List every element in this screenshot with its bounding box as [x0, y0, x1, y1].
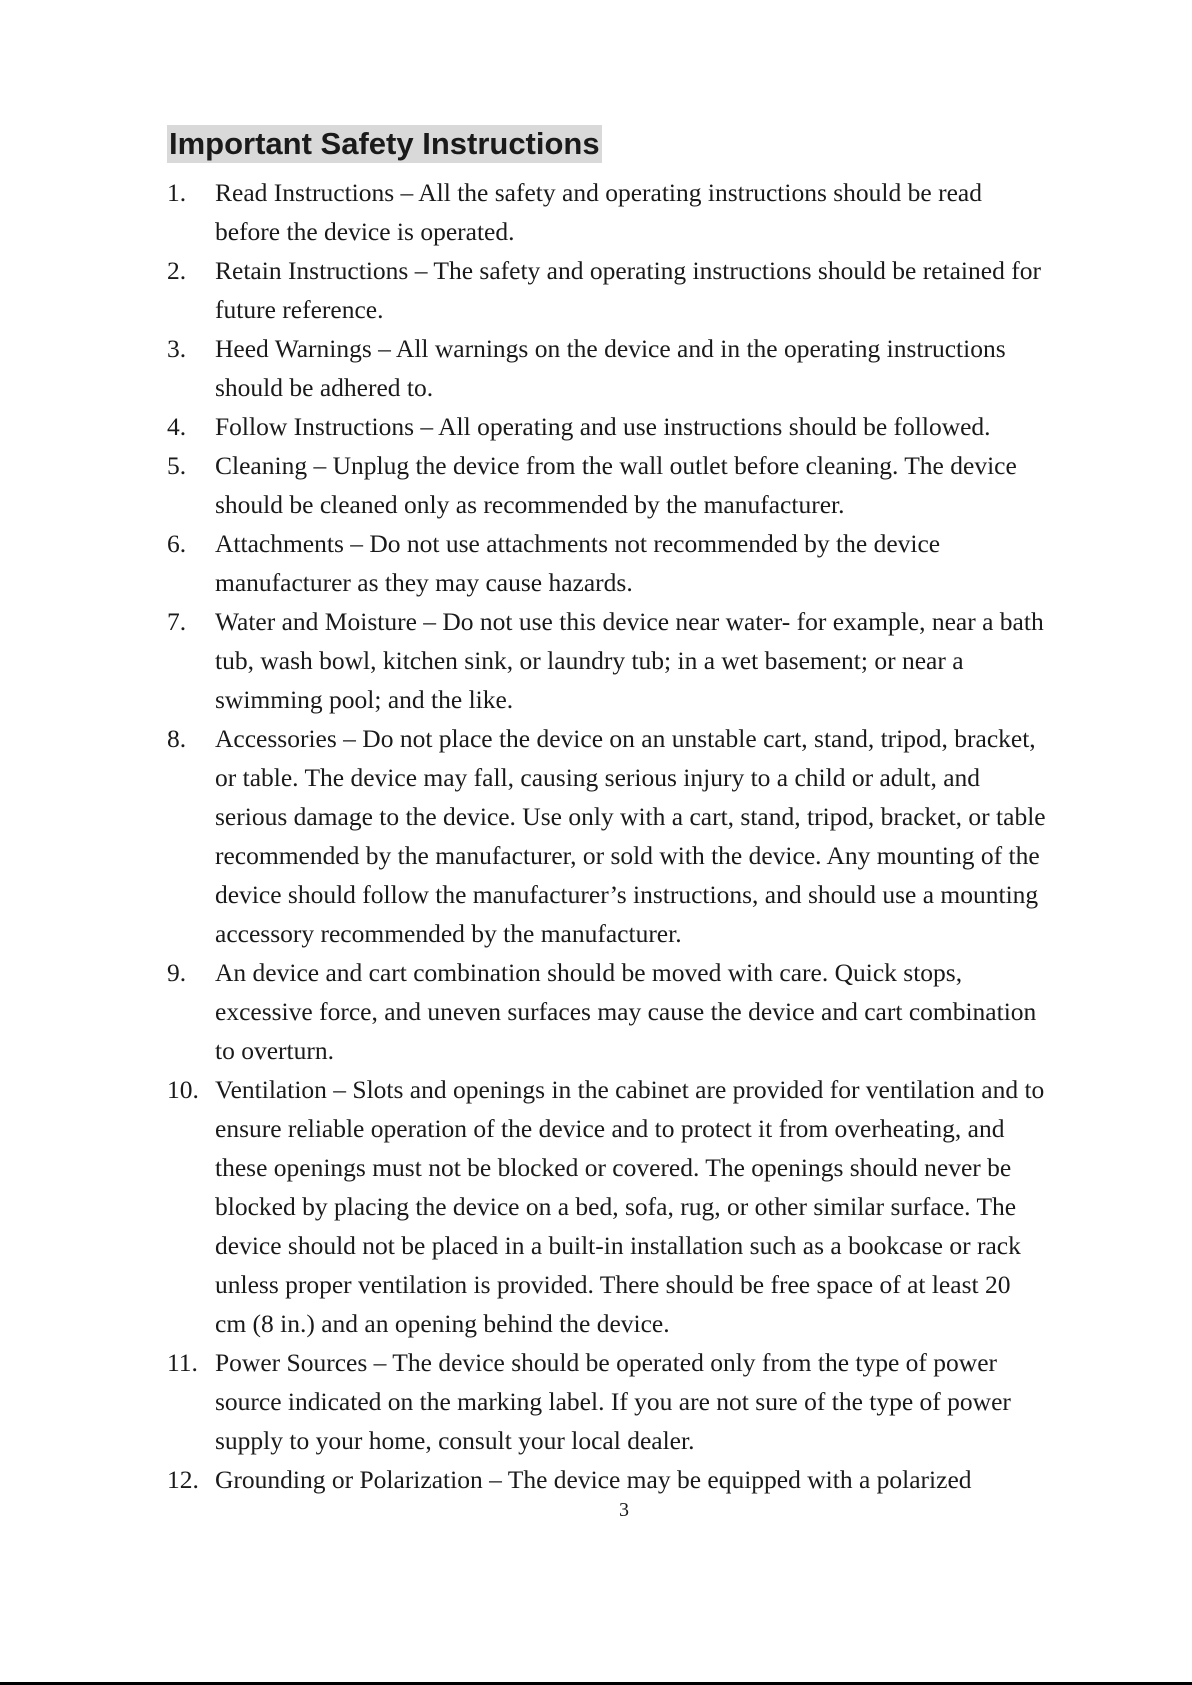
list-item [167, 1343, 1087, 1460]
list-item-text [215, 407, 1087, 446]
text-line: should be cleaned only as recommended by the manufacturer. [215, 490, 845, 519]
text-line: Accessories – Do not place the device on an unstable cart, stand, tripod, bracket, [215, 724, 1036, 753]
list-item-text [215, 524, 1087, 602]
list-item [167, 407, 1087, 446]
list-item [167, 719, 1087, 953]
list-item-text [215, 953, 1087, 1070]
text-line: accessory recommended by the manufacturer. [215, 919, 682, 948]
text-line: or table. The device may fall, causing serious injury to a child or adult, and [215, 763, 981, 792]
list-item [167, 524, 1087, 602]
list-item-number: 6. [167, 529, 187, 558]
text-line: blocked by placing the device on a bed, sofa, rug, or other similar surface. The [215, 1192, 1017, 1221]
text-line: An device and cart combination should be moved with care. Quick stops, [215, 958, 963, 987]
list-item [167, 953, 1087, 1070]
list-item-text [215, 602, 1087, 719]
text-line: source indicated on the marking label. If you are not sure of the type of power [215, 1387, 1011, 1416]
text-line: Heed Warnings – All warnings on the device and in the operating instructions [215, 334, 1006, 363]
list-item-number: 1. [167, 178, 187, 207]
list-item-text [215, 329, 1087, 407]
list-item-text [215, 173, 1087, 251]
list-item-text [215, 719, 1087, 953]
text-line: Attachments – Do not use attachments not recommended by the device [215, 529, 941, 558]
text-line: Grounding or Polarization – The device may be equipped with a polarized [215, 1465, 972, 1494]
text-line: serious damage to the device. Use only with a cart, stand, tripod, bracket, or table [215, 802, 1046, 831]
text-line: swimming pool; and the like. [215, 685, 514, 714]
list-item [167, 251, 1087, 329]
text-line: ensure reliable operation of the device and to protect it from overheating, and [215, 1114, 1005, 1143]
text-line: recommended by the manufacturer, or sold with the device. Any mounting of the [215, 841, 1040, 870]
list-item-number: 8. [167, 724, 187, 753]
text-line: cm (8 in.) and an opening behind the device. [215, 1309, 670, 1338]
text-line: unless proper ventilation is provided. There should be free space of at least 20 [215, 1270, 1011, 1299]
list-item [167, 602, 1087, 719]
text-line: device should follow the manufacturer’s instructions, and should use a mounting [215, 880, 1039, 909]
text-line: excessive force, and uneven surfaces may cause the device and cart combination [215, 997, 1037, 1026]
text-line: these openings must not be blocked or covered. The openings should never be [215, 1153, 1012, 1182]
list-item-number: 3. [167, 334, 187, 363]
list-item-number: 2. [167, 256, 187, 285]
list-item-text [215, 1460, 1087, 1499]
text-line: device should not be placed in a built-in installation such as a bookcase or rack [215, 1231, 1021, 1260]
list-item-text [215, 1070, 1087, 1343]
text-line: tub, wash bowl, kitchen sink, or laundry tub; in a wet basement; or near a [215, 646, 964, 675]
text-line: Cleaning – Unplug the device from the wall outlet before cleaning. The device [215, 451, 1017, 480]
list-item-number: 9. [167, 958, 187, 987]
list-item-number: 4. [167, 412, 187, 441]
text-line: Read Instructions – All the safety and operating instructions should be read [215, 178, 982, 207]
list-item [167, 446, 1087, 524]
list-item [167, 173, 1087, 251]
text-line: before the device is operated. [215, 217, 515, 246]
list-item [167, 1070, 1087, 1343]
text-line: supply to your home, consult your local dealer. [215, 1426, 695, 1455]
text-line: Power Sources – The device should be operated only from the type of power [215, 1348, 998, 1377]
text-line: Retain Instructions – The safety and operating instructions should be retained for [215, 256, 1041, 285]
list-item-text [215, 446, 1087, 524]
list-item-text [215, 1343, 1087, 1460]
list-item [167, 329, 1087, 407]
page-title: Important Safety Instructions [169, 126, 600, 161]
text-line: manufacturer as they may cause hazards. [215, 568, 633, 597]
list-item-text [215, 251, 1087, 329]
text-line: should be adhered to. [215, 373, 434, 402]
list-item [167, 1460, 1087, 1499]
page-number: 3 [619, 1499, 629, 1521]
list-item-number: 12. [167, 1465, 199, 1494]
safety-instructions-list [167, 173, 1087, 1499]
list-item-number: 7. [167, 607, 187, 636]
text-line: Follow Instructions – All operating and use instructions should be followed. [215, 412, 991, 441]
text-line: Ventilation – Slots and openings in the cabinet are provided for ventilation and to [215, 1075, 1045, 1104]
list-item-number: 11. [167, 1348, 198, 1377]
list-item-number: 5. [167, 451, 187, 480]
text-line: Water and Moisture – Do not use this device near water- for example, near a bath [215, 607, 1044, 636]
text-line: future reference. [215, 295, 384, 324]
text-line: to overturn. [215, 1036, 334, 1065]
list-item-number: 10. [167, 1075, 199, 1104]
